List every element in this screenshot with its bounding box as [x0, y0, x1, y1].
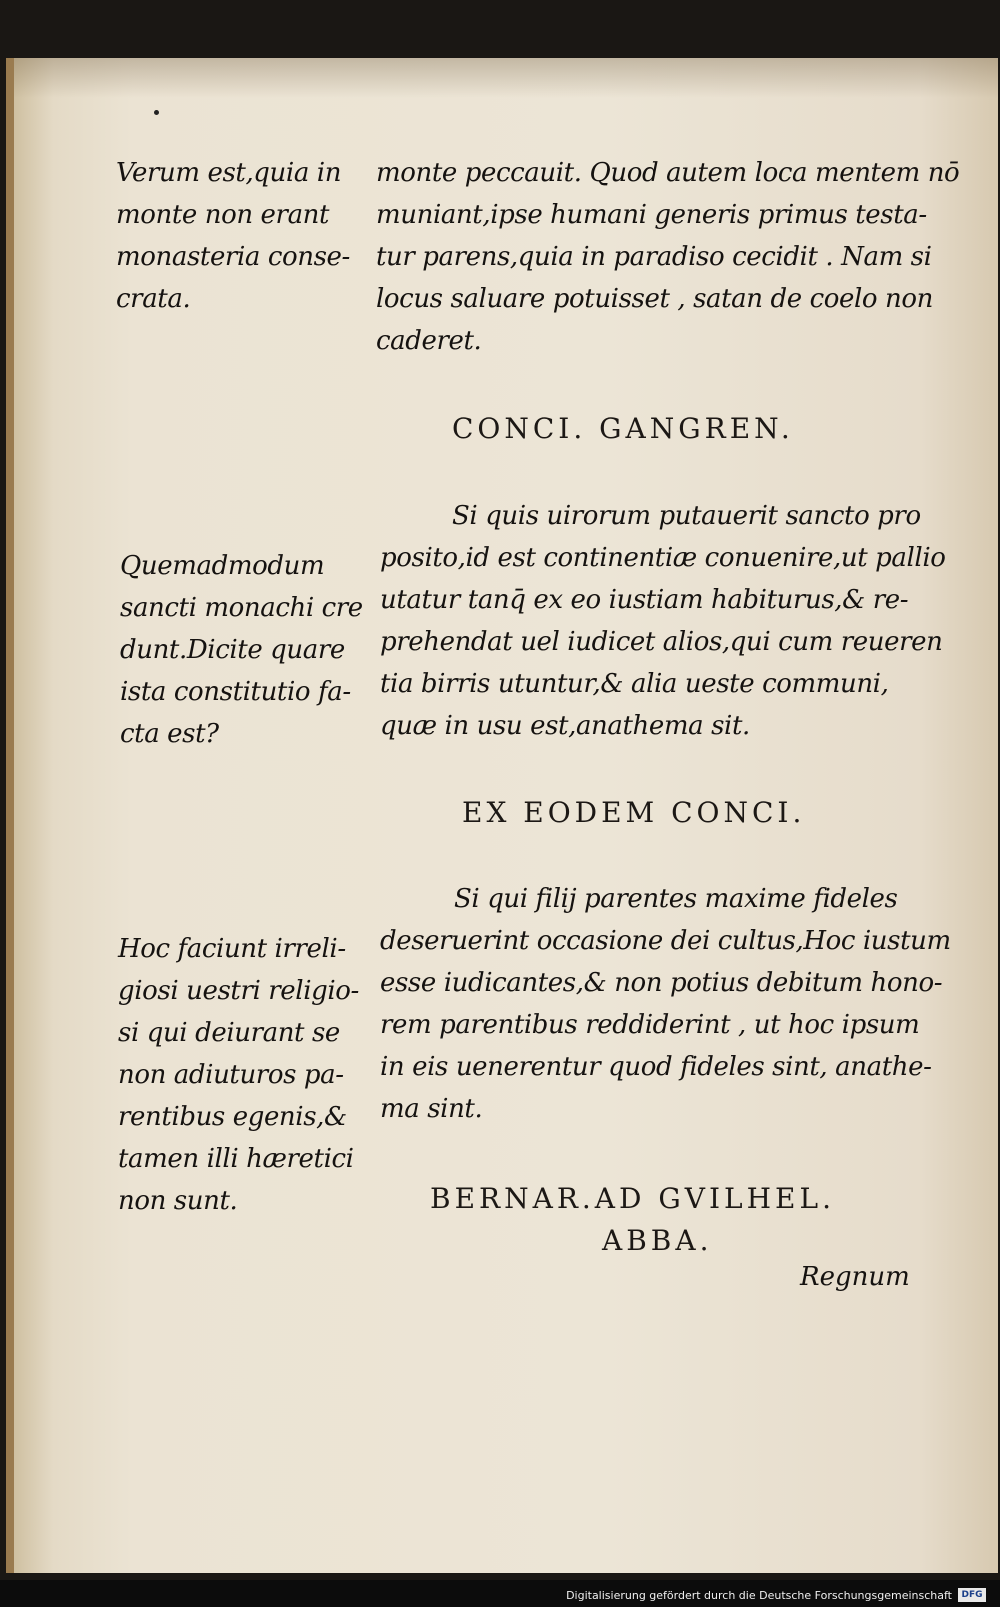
margin-note-line: non adiuturos pa- [118, 1060, 344, 1090]
main-text-line: muniant,ipse humani generis primus testa- [376, 200, 927, 230]
margin-note-line: cta est? [120, 719, 219, 749]
margin-note-line: non sunt. [118, 1186, 238, 1216]
main-text-line: Si qui filij parentes maxime fideles [454, 884, 898, 914]
margin-note-line: si qui deiurant se [118, 1018, 340, 1048]
section-heading-3-line2: ABBA. [602, 1224, 713, 1257]
margin-note-line: ista constitutio fa- [120, 677, 351, 707]
section-heading-3-line1: BERNAR.AD GVILHEL. [430, 1182, 835, 1215]
main-text-line: deseruerint occasione dei cultus,Hoc iustum [380, 926, 951, 956]
ink-dot [154, 110, 159, 115]
main-text-line: tur parens,quia in paradiso cecidit . Nam si [376, 242, 932, 272]
main-text-line: caderet. [376, 326, 482, 356]
margin-note-3 [118, 928, 359, 1222]
margin-note-line: tamen illi hæretici [118, 1144, 354, 1174]
main-text-line: ma sint. [380, 1094, 483, 1124]
main-text-line: quæ in usu est,anathema sit. [380, 711, 750, 741]
margin-note-line: crata. [116, 284, 191, 314]
main-text-line: tia birris utuntur,& alia ueste communi, [380, 669, 889, 699]
main-text-line: utatur tanq̄ ex eo iustiam habiturus,& re- [380, 585, 909, 615]
margin-note-line: monte non erant [116, 200, 330, 230]
main-text-line: posito,id est continentiæ conuenire,ut pallio [380, 543, 946, 573]
section-heading-1: CONCI. GANGREN. [452, 412, 794, 445]
main-text-line: monte peccauit. Quod autem loca mentem nō [376, 158, 960, 188]
main-text-line: Si quis uirorum putauerit sancto pro [452, 501, 921, 531]
main-text-line: locus saluare potuisset , satan de coelo non [376, 284, 933, 314]
margin-note-line: dunt.Dicite quare [120, 635, 345, 665]
dfg-logo: DFG [958, 1588, 986, 1602]
main-text-line: in eis uenerentur quod fideles sint, anathe- [380, 1052, 932, 1082]
footer-credit: Digitalisierung gefördert durch die Deutsche Forschungsgemeinschaft [566, 1589, 952, 1602]
margin-note-2 [120, 545, 363, 755]
main-text-line: esse iudicantes,& non potius debitum hono- [380, 968, 943, 998]
main-text-line: rem parentibus reddiderint , ut hoc ipsum [380, 1010, 920, 1040]
margin-note-line: giosi uestri religio- [118, 976, 359, 1006]
main-text-2 [380, 495, 946, 747]
margin-note-1 [116, 152, 350, 320]
main-text-line: prehendat uel iudicet alios,qui cum reueren [380, 627, 943, 657]
margin-note-line: Verum est,quia in [116, 158, 342, 188]
margin-note-line: sancti monachi cre [120, 593, 363, 623]
section-heading-2: EX EODEM CONCI. [462, 796, 806, 829]
main-text-3 [380, 878, 951, 1130]
margin-note-line: rentibus egenis,& [118, 1102, 347, 1132]
margin-note-line: monasteria conse- [116, 242, 350, 272]
main-text-1 [376, 152, 959, 362]
margin-note-line: Hoc faciunt irreli- [118, 934, 346, 964]
catchword: Regnum [800, 1262, 910, 1292]
margin-note-line: Quemadmodum [120, 551, 325, 581]
